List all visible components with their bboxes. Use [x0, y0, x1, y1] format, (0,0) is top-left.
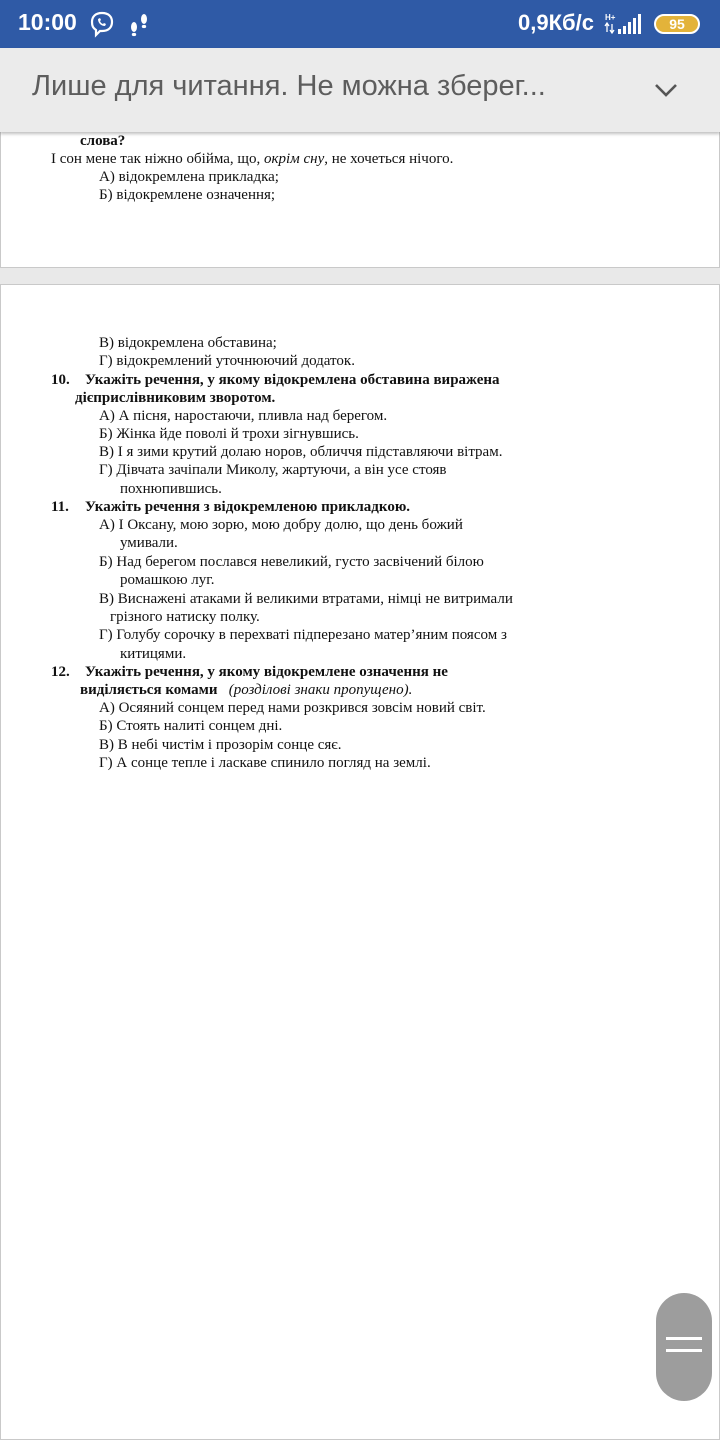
q10-option-g-line2: похнюпившись. [120, 481, 222, 497]
q10-option-v: В) І я зими крутий долаю норов, обличчя підставляючи вітрам. [99, 444, 503, 460]
q11-option-a-line1: А) І Оксану, мою зорю, мою добру долю, що день божий [99, 517, 463, 533]
q9-tail: слова? [80, 133, 126, 149]
q10-option-g-line1: Г) Дівчата зачіпали Миколу, жартуючи, а він усе стояв [99, 462, 447, 478]
scroll-handle-icon-line [666, 1349, 702, 1352]
q11-option-v-line2: грізного натиску полку. [110, 609, 260, 625]
q12-number: 12. [51, 664, 70, 680]
q11-option-b-line1: Б) Над берегом послався невеликий, густо засвічений білою [99, 554, 484, 570]
q9-sentence [51, 150, 453, 168]
q12-question-line2-bold: виділяється комами [80, 682, 218, 698]
q9-option-v: В) відокремлена обставина; [99, 335, 277, 351]
battery-icon: 95 [654, 14, 700, 34]
q9-sentence-post: , не хочеться нічого. [324, 151, 454, 167]
q10-question-line2: дієприслівниковим зворотом. [75, 390, 276, 406]
q12-note: (розділові знаки пропущено). [228, 682, 413, 698]
scroll-handle-icon [666, 1337, 702, 1340]
chevron-down-icon[interactable] [652, 78, 680, 102]
q10-number: 10. [51, 372, 70, 388]
q12-option-v: В) В небі чистім і прозорім сонце сяє. [99, 737, 342, 753]
svg-text:H+: H+ [605, 13, 616, 22]
q11-option-a-line2: умивали. [120, 535, 178, 551]
q12-option-b: Б) Стоять налиті сонцем дні. [99, 718, 283, 734]
viber-icon [88, 10, 116, 38]
q10-option-b: Б) Жінка йде поволі й трохи зігнувшись. [99, 426, 359, 442]
document-page-2 [0, 284, 720, 1440]
q11-number: 11. [51, 499, 69, 515]
q12-question-line1: Укажіть речення, у якому відокремлене означення не [85, 664, 448, 680]
scroll-handle-button[interactable] [656, 1293, 712, 1401]
q12-question-line2 [80, 681, 412, 699]
status-bar [0, 0, 720, 48]
q11-option-b-line2: ромашкою луг. [120, 572, 215, 588]
signal-icon [604, 12, 644, 36]
q10-option-a: А) А пісня, наростаючи, пливла над берегом. [99, 408, 388, 424]
q12-option-g: Г) А сонце тепле і ласкаве спинило погляд на землі. [99, 755, 431, 771]
read-only-banner[interactable] [0, 48, 720, 132]
q11-question: Укажіть речення з відокремленою прикладкою. [85, 499, 411, 515]
status-time: 10:00 [18, 9, 77, 35]
q9-option-g: Г) відокремлений уточнюючий додаток. [99, 353, 355, 369]
footsteps-icon [126, 11, 152, 37]
q12-option-a: А) Осяяний сонцем перед нами розкрився зовсім новий світ. [99, 700, 486, 716]
q9-sentence-italic: окрім сну [263, 151, 325, 167]
read-only-text: Лише для читання. Не можна зберег... [32, 70, 546, 102]
q11-option-g-line1: Г) Голубу сорочку в перехваті підперезано матер’яним поясом з [99, 627, 507, 643]
network-speed: 0,9Кб/с [518, 10, 594, 35]
q11-option-v-line1: В) Виснажені атаками й великими втратами, німці не витримали [99, 591, 513, 607]
q10-question-line1: Укажіть речення, у якому відокремлена обставина виражена [85, 372, 500, 388]
q9-option-a: А) відокремлена прикладка; [99, 169, 279, 185]
q11-option-g-line2: китицями. [120, 646, 187, 662]
q9-option-b: Б) відокремлене означення; [99, 187, 276, 203]
q9-sentence-pre: І сон мене так ніжно обійма, що, [51, 151, 264, 167]
